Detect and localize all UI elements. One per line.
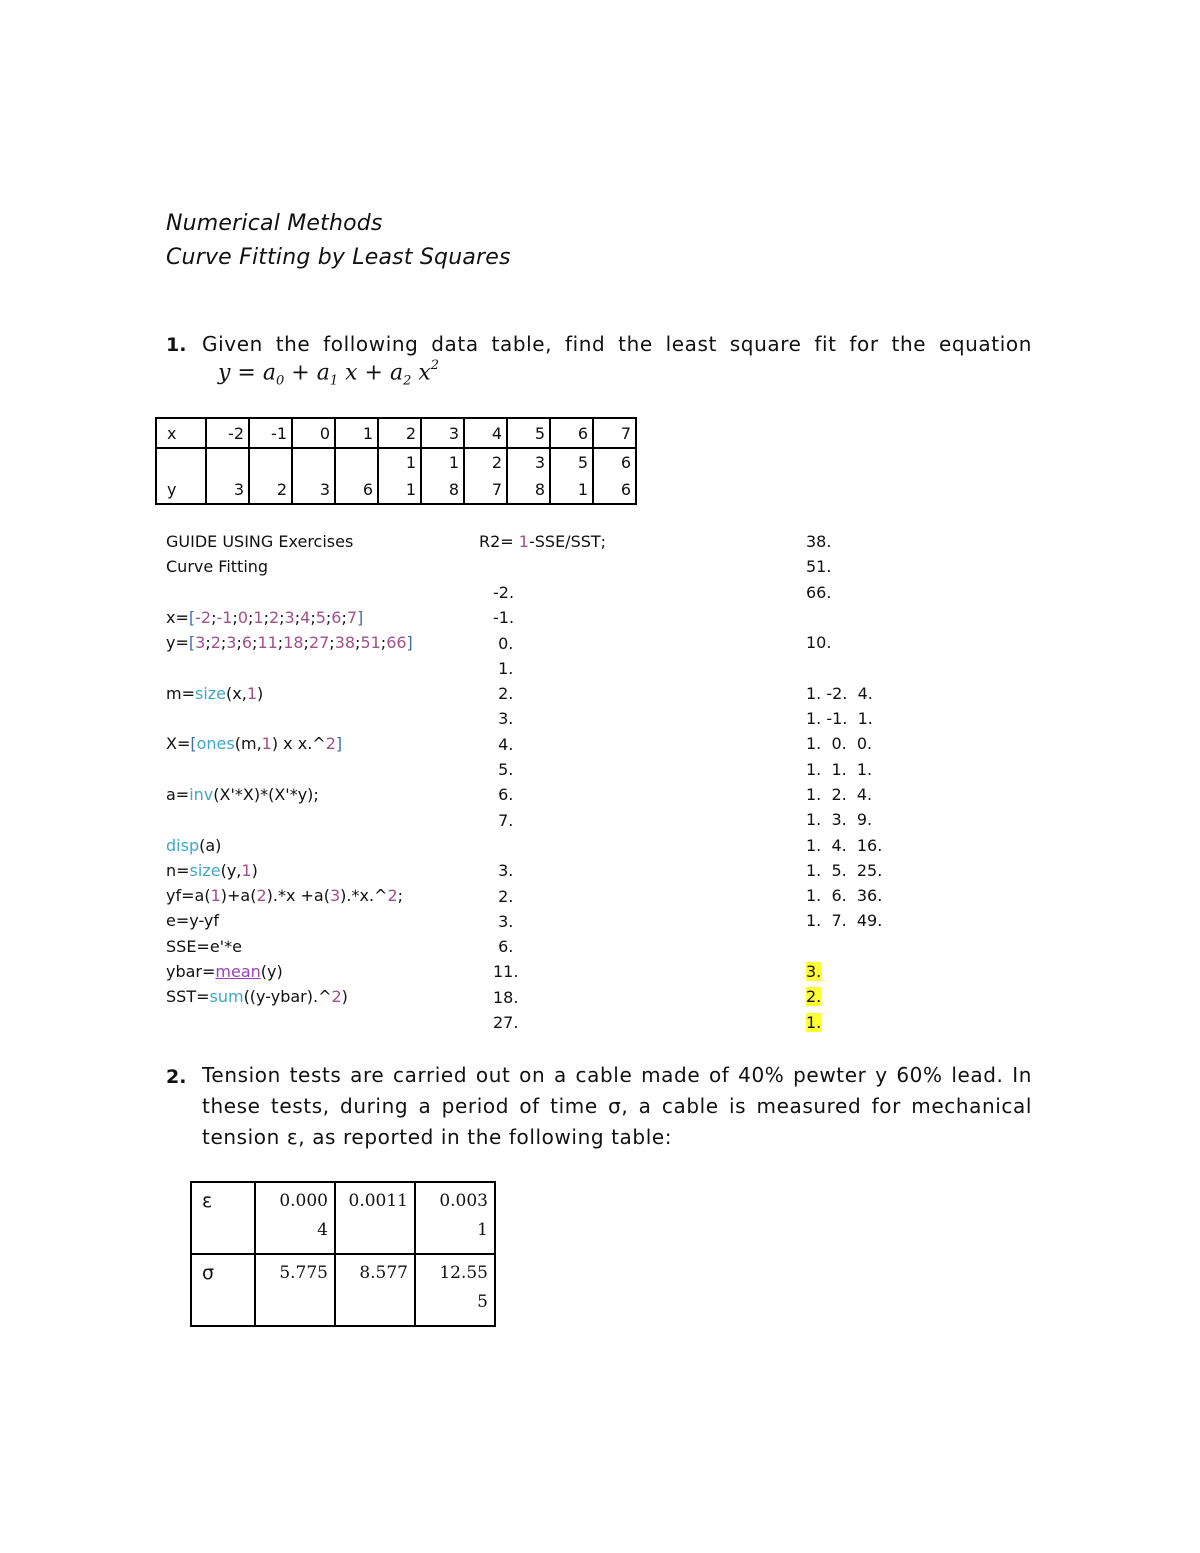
x-cell: 5 [507,418,550,448]
sigma-cell: 8.577 [335,1254,415,1326]
y-cell: 6 [335,448,378,504]
question-1-text: Given the following data table, find the least square fit for the equation [202,332,1032,356]
y-cell: 2 7 [464,448,507,504]
r2-formula: R2= 1-SSE/SST; [479,532,607,551]
epsilon-cell: 0.000 4 [255,1182,335,1254]
y-cell: 2 [249,448,292,504]
code-line: X=[ones(m,1) x x.^2] [166,734,343,754]
y-cell: 6 6 [593,448,636,504]
code-line: e=y-yf [166,911,220,931]
x-cell: 6 [550,418,593,448]
sigma-label: σ [191,1254,255,1326]
epsilon-label: ε [191,1182,255,1254]
code-line: yf=a(1)+a(2).*x +a(3).*x.^2; [166,886,404,906]
equation: $y = a_0 + a_1$ $x + a_2$ $x^2$ [218,358,440,389]
code-line [166,807,413,832]
y-label-cell [156,448,206,504]
code-line [166,655,413,680]
y-cell: 5 1 [550,448,593,504]
code-line [166,757,413,782]
code-line: SST=sum((y-ybar).^2) [166,987,348,1007]
highlighted-value: 2. [806,987,822,1007]
right-column: 38. 51. 66. 10. 1. -2. 4. 1. -1. 1. 1. 0. 0. 1. 1. 1. 1. 2. 4. 1. 3. 9. 1. 4. 16. 1. 5. 25. 1. 6. 36. 1. 7. 49. 3. 2. 1. [806,532,883,1032]
question-1-number: 1. [166,334,187,356]
x-cell: -2 [206,418,249,448]
code-line: m=size(x,1) [166,683,264,703]
y-cell: 3 8 [507,448,550,504]
code-line: SSE=e'*e [166,936,242,956]
code-line: Curve Fitting [166,557,269,577]
document-title: Numerical Methods [166,211,383,236]
sigma-cell: 5.775 [255,1254,335,1326]
question-2-line-1: Tension tests are carried out on a cable made of 40% pewter y 60% lead. In [202,1063,1032,1087]
document-subtitle: Curve Fitting by Least Squares [166,245,511,270]
x-cell: 3 [421,418,464,448]
middle-column: -2. -1. 0. 1. 2. 3. 4. 5. 6. 7. 3. 2. 3. 6. 11. 18. 27. [493,583,519,1033]
y-cell: 3 [292,448,335,504]
table-row-sigma [191,1254,495,1326]
table-row-y [156,448,636,504]
table-row-x [156,418,636,448]
epsilon-cell: 0.0011 [335,1182,415,1254]
x-cell: 4 [464,418,507,448]
code-line: x=[-2;-1;0;1;2;3;4;5;6;7] [166,607,364,627]
question-2-line-3: tension ε, as reported in the following table: [202,1125,673,1149]
highlighted-value: 1. [806,1012,822,1032]
x-cell: 7 [593,418,636,448]
sigma-cell: 12.55 5 [415,1254,495,1326]
code-line: ybar=mean(y) [166,962,283,982]
x-label: x [156,418,206,448]
y-cell: 1 1 [378,448,421,504]
x-cell: 1 [335,418,378,448]
code-line: n=size(y,1) [166,860,258,880]
code-line: GUIDE USING Exercises [166,532,354,551]
x-cell: -1 [249,418,292,448]
code-line [166,580,413,605]
x-cell: 0 [292,418,335,448]
tension-table [190,1181,496,1327]
code-line: disp(a) [166,835,222,855]
y-cell: 1 8 [421,448,464,504]
code-line: y=[3;2;3;6;11;18;27;38;51;66] [166,633,413,653]
table-row-epsilon [191,1182,495,1254]
data-table-1 [155,417,637,505]
x-cell: 2 [378,418,421,448]
question-2-number: 2. [166,1066,187,1088]
code-line: a=inv(X'*X)*(X'*y); [166,784,319,804]
code-line [166,706,413,731]
y-label: y [167,480,177,499]
highlighted-value: 3. [806,962,822,982]
y-cell: 3 [206,448,249,504]
epsilon-cell: 0.003 1 [415,1182,495,1254]
guide-code [166,529,413,1010]
question-2-line-2: these tests, during a period of time σ, a cable is measured for mechanical [202,1094,1032,1118]
